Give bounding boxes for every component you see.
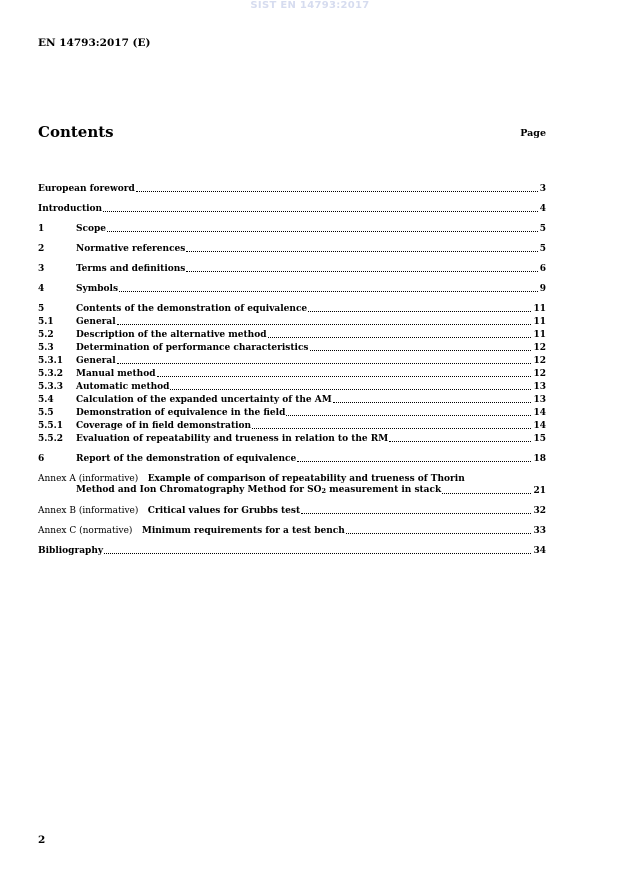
toc-page: 21 xyxy=(533,486,546,496)
toc-number: 5.5 xyxy=(38,408,54,418)
toc-entry-5-5[interactable] xyxy=(38,407,546,419)
toc-title: Report of the demonstration of equivalence xyxy=(76,454,297,464)
leader-dots xyxy=(117,324,532,325)
toc-entry-annex-a[interactable] xyxy=(38,473,546,497)
leader-dots xyxy=(310,350,532,351)
leader-dots xyxy=(186,271,537,272)
toc-entry-5-4[interactable] xyxy=(38,394,546,406)
annex-a-line2 xyxy=(38,485,546,497)
toc-page: 5 xyxy=(539,244,546,254)
toc-entry-bibliography[interactable] xyxy=(38,545,546,557)
toc-page: 12 xyxy=(533,369,546,379)
toc-number: 5.4 xyxy=(38,395,54,405)
toc-title: Description of the alternative method xyxy=(76,330,267,340)
toc-entry-2[interactable] xyxy=(38,243,546,255)
toc-page: 32 xyxy=(533,506,546,516)
toc-number: 5.3.3 xyxy=(38,382,64,392)
toc-page: 13 xyxy=(533,395,546,405)
toc-entry-5[interactable] xyxy=(38,303,546,315)
toc-page: 12 xyxy=(533,343,546,353)
leader-dots xyxy=(286,415,531,416)
toc-number: 5.3.1 xyxy=(38,356,64,366)
toc-entry-introduction[interactable] xyxy=(38,203,546,215)
toc-title: Evaluation of repeatability and trueness in relation to the RM xyxy=(76,434,389,444)
leader-dots xyxy=(136,191,538,192)
toc-entry-5-3-1[interactable] xyxy=(38,355,546,367)
toc-title: Scope xyxy=(76,224,107,234)
page-column-label: Page xyxy=(520,128,546,139)
toc-title: General xyxy=(76,317,116,327)
toc-number: 5.3 xyxy=(38,343,54,353)
leader-dots xyxy=(170,389,531,390)
toc-number: 5 xyxy=(38,304,45,314)
toc-entry-3[interactable] xyxy=(38,263,546,275)
toc-page: 11 xyxy=(533,330,546,340)
toc-title-group: Annex C (normative) Minimum requirements for a test bench xyxy=(38,526,345,536)
page-title: Contents xyxy=(38,123,114,141)
toc-page: 14 xyxy=(533,421,546,431)
toc-entry-4[interactable] xyxy=(38,283,546,295)
leader-dots xyxy=(301,513,531,514)
toc-title: Bibliography xyxy=(38,546,104,556)
toc-page: 11 xyxy=(533,317,546,327)
watermark: SIST EN 14793:2017 xyxy=(250,0,370,11)
toc-number: 6 xyxy=(38,454,45,464)
toc-number: 2 xyxy=(38,244,45,254)
leader-dots xyxy=(103,211,538,212)
toc-number: 3 xyxy=(38,264,45,274)
leader-dots xyxy=(117,363,532,364)
toc-number: 5.5.1 xyxy=(38,421,64,431)
leader-dots xyxy=(389,441,531,442)
leader-dots xyxy=(268,337,532,338)
toc-entry-foreword[interactable] xyxy=(38,183,546,195)
annex-label: Annex B (informative) xyxy=(38,506,139,516)
toc-page: 9 xyxy=(539,284,546,294)
toc-number: 4 xyxy=(38,284,45,294)
toc-number: 5.5.2 xyxy=(38,434,64,444)
toc-number: 5.1 xyxy=(38,317,54,327)
leader-dots xyxy=(119,291,538,292)
toc-number: 5.3.2 xyxy=(38,369,64,379)
leader-dots xyxy=(346,533,532,534)
toc-number: 5.2 xyxy=(38,330,54,340)
toc-title: Normative references xyxy=(76,244,186,254)
toc-entry-annex-b[interactable] xyxy=(38,505,546,517)
toc-title: European foreword xyxy=(38,184,135,194)
leader-dots xyxy=(186,251,537,252)
toc-entry-5-1[interactable] xyxy=(38,316,546,328)
toc-title: General xyxy=(76,356,116,366)
toc-title: Demonstration of equivalence in the field xyxy=(76,408,286,418)
toc-page: 5 xyxy=(539,224,546,234)
footer-page-number: 2 xyxy=(38,834,46,846)
toc-entry-5-3-3[interactable] xyxy=(38,381,546,393)
toc-entry-5-2[interactable] xyxy=(38,329,546,341)
toc-entry-5-3-2[interactable] xyxy=(38,368,546,380)
leader-dots xyxy=(308,311,531,312)
toc-title: Symbols xyxy=(76,284,119,294)
toc-page: 15 xyxy=(533,434,546,444)
toc-entry-6[interactable] xyxy=(38,453,546,465)
toc-page: 34 xyxy=(533,546,546,556)
leader-dots xyxy=(104,553,531,554)
toc-page: 6 xyxy=(539,264,546,274)
table-of-contents xyxy=(38,180,546,557)
document-id: EN 14793:2017 (E) xyxy=(38,37,151,49)
toc-title: Coverage of in field demonstration xyxy=(76,421,252,431)
leader-dots xyxy=(333,402,532,403)
toc-title: Terms and definitions xyxy=(76,264,186,274)
toc-page: 12 xyxy=(533,356,546,366)
annex-label: Annex C (normative) xyxy=(38,526,133,536)
toc-page: 3 xyxy=(539,184,546,194)
toc-entry-1[interactable] xyxy=(38,223,546,235)
toc-title: Example of comparison of repeatability and trueness of Thorin xyxy=(147,474,465,484)
toc-page: 33 xyxy=(533,526,546,536)
annex-label: Annex A (informative) xyxy=(38,474,139,484)
toc-title-group: Annex B (informative) Critical values for Grubbs test xyxy=(38,506,301,516)
toc-title: Calculation of the expanded uncertainty of the AM xyxy=(76,395,332,405)
leader-dots xyxy=(252,428,531,429)
toc-title: Manual method xyxy=(76,369,156,379)
leader-dots xyxy=(107,231,538,232)
toc-page: 4 xyxy=(539,204,546,214)
toc-title: Determination of performance characteristics xyxy=(76,343,309,353)
leader-dots xyxy=(297,461,531,462)
toc-entry-5-5-2[interactable] xyxy=(38,433,546,445)
leader-dots xyxy=(442,493,531,494)
toc-title-continued: Method and Ion Chromatography Method for SO2 measurement in stack xyxy=(76,485,442,495)
leader-dots xyxy=(157,376,532,377)
toc-page: 13 xyxy=(533,382,546,392)
toc-entry-5-5-1[interactable] xyxy=(38,420,546,432)
toc-title: Automatic method xyxy=(76,382,170,392)
toc-title: Introduction xyxy=(38,204,103,214)
toc-page: 18 xyxy=(533,454,546,464)
toc-page: 14 xyxy=(533,408,546,418)
toc-title: Contents of the demonstration of equivalence xyxy=(76,304,308,314)
toc-page: 11 xyxy=(533,304,546,314)
toc-entry-annex-c[interactable] xyxy=(38,525,546,537)
toc-entry-5-3[interactable] xyxy=(38,342,546,354)
toc-number: 1 xyxy=(38,224,45,234)
